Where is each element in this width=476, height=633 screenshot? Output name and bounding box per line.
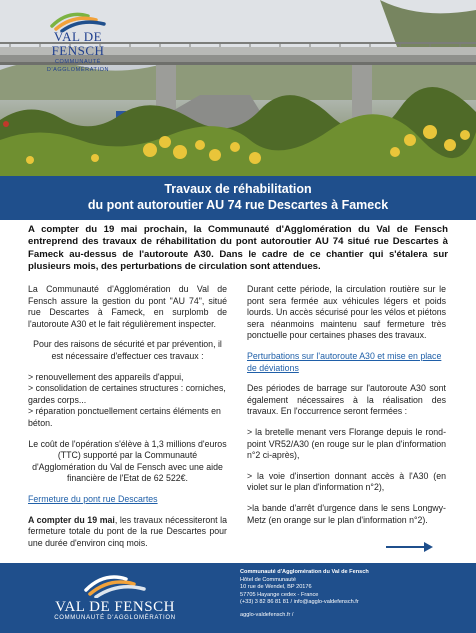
next-arrow-icon[interactable] xyxy=(386,541,434,553)
footer-logo-tagline: COMMUNAUTÉ D'AGGLOMÉRATION xyxy=(54,615,176,621)
footer-website[interactable]: agglo-valdefensch.fr / xyxy=(240,611,294,618)
footer xyxy=(0,563,476,633)
right-column xyxy=(247,284,446,535)
closure-item-2: > la voie d'insertion donnant accès à l'A30 (en violet sur le plan d'information n°2), xyxy=(247,470,446,493)
lead-paragraph: A compter du 19 mai prochain, la Communauté d'Agglomération du Val de Fensch entreprend des travaux de réhabilitation du pont autoroutier AU 74 situé rue Descartes à Fameck au-dessus de l'autoroute A30. Dans le cadre de ce chantier qui s'étalera sur plusieurs mois, des perturbations de circulation sont attendues. xyxy=(28,224,448,273)
footer-city: 57705 Hayange cedex - France xyxy=(240,591,319,598)
header-logo[interactable] xyxy=(28,4,128,73)
left-column xyxy=(28,284,227,558)
footer-org: Communauté d'Agglomération du Val de Fensch xyxy=(240,569,369,575)
header-logo-tagline: COMMUNAUTÉ D'AGGLOMÉRATION xyxy=(46,59,110,73)
footer-logo-waves-icon xyxy=(80,568,150,598)
logo-waves-icon xyxy=(48,6,108,32)
title-band xyxy=(0,176,476,220)
left-paragraph-2: Pour des raisons de sécurité et par prévention, il est nécessaire d'effectuer ces travaux : xyxy=(33,339,222,361)
footer-address: 10 rue de Wendel, BP 20176 xyxy=(240,584,312,591)
bridge-closure-link-text[interactable]: Fermeture du pont rue Descartes xyxy=(28,493,158,504)
page-title-line1: Travaux de réhabilitation xyxy=(164,182,312,196)
a30-disruptions-link-text[interactable]: Perturbations sur l'autoroute A30 et mise en place de déviations xyxy=(247,350,442,373)
page-title-line2: du pont autoroutier AU 74 rue Descartes à Fameck xyxy=(87,198,389,212)
footer-phone-email[interactable]: (+33) 3 82 86 81 81 / info@agglo-valdefensch.fr xyxy=(240,599,359,606)
left-paragraph-4-rest: , les travaux nécessiteront la fermeture totale du pont de la rue Descartes pour une durée d'environ cinq mois. xyxy=(28,514,227,548)
footer-logo[interactable] xyxy=(0,563,230,633)
closure-item-1: > la bretelle menant vers Florange depuis le rond-point VR52/A30 (en rouge sur le plan d'information n°2 ci-après), xyxy=(247,426,446,461)
left-paragraph-1: La Communauté d'Agglomération du Val de Fensch assure la gestion du pont "AU 74", situé rue Descartes à Fameck, en surplomb de l'autoroute A30 et le fait régulièrement inspecter. xyxy=(28,284,227,329)
footer-building: Hôtel de Communauté xyxy=(240,576,296,583)
left-paragraph-3: Le coût de l'opération s'élève à 1,3 millions d'euros (TTC) supporté par la Communauté d'Agglomération du Val de Fensch avec une aide financière de l'Etat de 62 522€. xyxy=(28,438,227,484)
bridge-closure-link[interactable] xyxy=(28,494,227,506)
works-list xyxy=(28,372,227,430)
header-logo-brand: VAL DE FENSCH xyxy=(51,29,105,58)
closure-item-3: >la bande d'arrêt d'urgence dans le sens Longwy-Metz (en orange sur le plan d'information n°2). xyxy=(247,502,446,525)
a30-disruptions-link[interactable] xyxy=(247,351,446,374)
list-item: > consolidation de certaines structures : corniches, gardes corps... xyxy=(28,383,226,405)
left-paragraph-4-bold: A compter du 19 mai xyxy=(28,514,115,525)
right-paragraph-2: Des périodes de barrage sur l'autoroute A30 sont également nécessaires à la réalisation des travaux. En l'occurrence seront fermées : xyxy=(247,383,446,417)
left-paragraph-4 xyxy=(28,515,227,550)
footer-contact xyxy=(240,569,470,620)
hero-photo xyxy=(0,0,476,176)
right-paragraph-1: Durant cette période, la circulation routière sur le pont sera fermée aux véhicules légers et poids lourds. Un accès sécurisé pour les vélos et piétons sera néanmoins maintenu sauf fermeture très ponctuelle pour certaines phases des travaux. xyxy=(247,284,446,341)
footer-logo-brand: VAL DE FENSCH xyxy=(55,599,175,615)
list-item: > renouvellement des appareils d'appui, xyxy=(28,371,184,382)
list-item: > réparation ponctuellement certains éléments en béton. xyxy=(28,406,221,428)
